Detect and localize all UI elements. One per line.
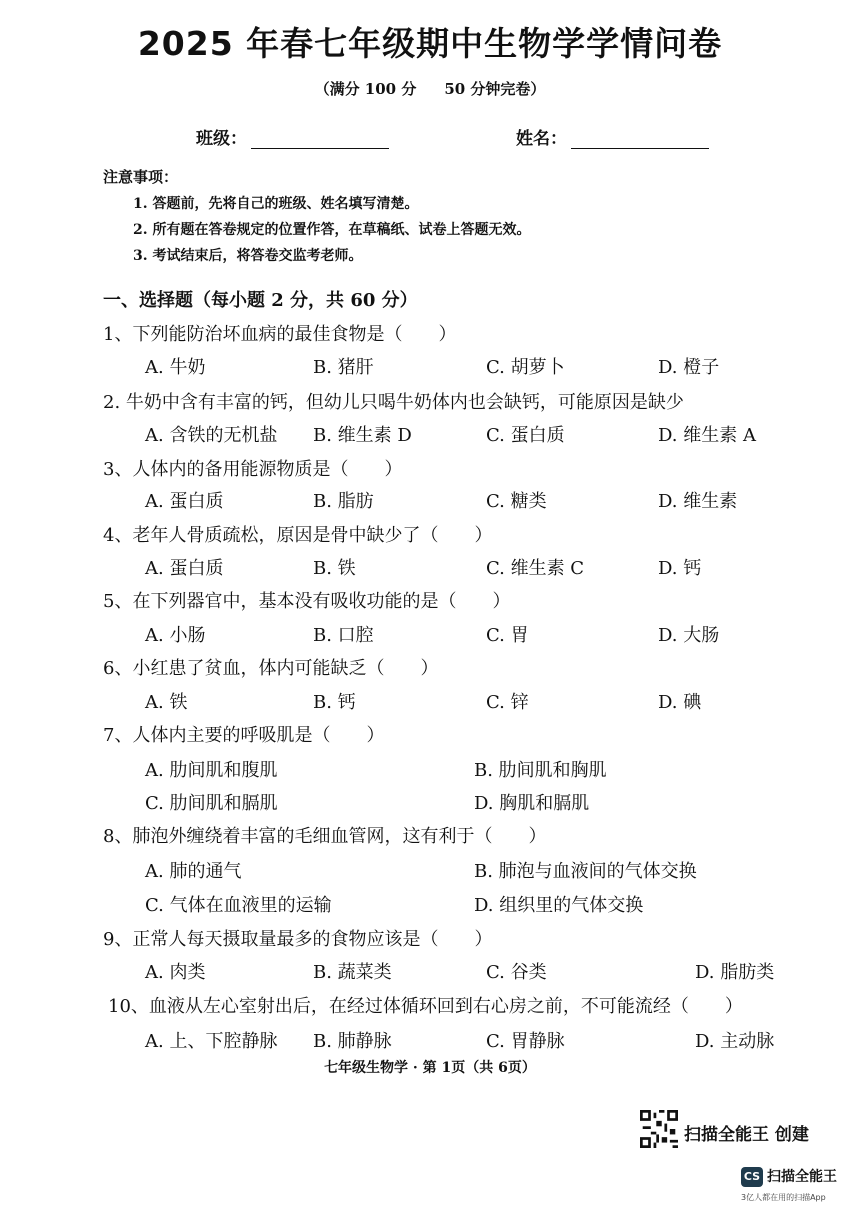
- question-10: 10、血液从左心室射出后，在经过体循环回到右心房之前，不可能流经（ ）: [108, 996, 743, 1017]
- note-item: 2. 所有题在答卷规定的位置作答，在草稿纸、试卷上答题无效。: [133, 222, 531, 238]
- option-b: B. 肺泡与血液间的气体交换: [474, 861, 697, 882]
- option-c: C. 胃: [486, 625, 529, 646]
- question-3: 3、人体内的备用能源物质是（ ）: [103, 459, 403, 480]
- option-a: A. 铁: [145, 692, 188, 713]
- option-c: C. 糖类: [486, 491, 547, 512]
- page-title: 2025 年春七年级期中生物学学情问卷: [137, 24, 723, 63]
- option-d: D. 组织里的气体交换: [474, 895, 644, 916]
- name-field[interactable]: [516, 124, 709, 149]
- option-a: A. 含铁的无机盐: [145, 425, 278, 446]
- option-b: B. 钙: [313, 692, 356, 713]
- page-footer: 七年级生物学 · 第 1页（共 6页）: [324, 1060, 536, 1076]
- camscanner-logo-icon: CS: [741, 1167, 763, 1187]
- option-c: C. 气体在血液里的运输: [145, 895, 332, 916]
- option-c: C. 谷类: [486, 962, 547, 983]
- option-b: B. 猪肝: [313, 357, 374, 378]
- option-d: D. 碘: [658, 692, 702, 713]
- question-5: 5、在下列器官中，基本没有吸收功能的是（ ）: [103, 591, 511, 612]
- name-label: 姓名：: [516, 129, 567, 149]
- time-limit: 50 分钟完卷）: [444, 80, 546, 98]
- option-c: C. 蛋白质: [486, 425, 565, 446]
- class-field[interactable]: [196, 124, 389, 149]
- scanner-credit: 扫描全能王 创建: [684, 1125, 809, 1145]
- option-d: D. 橙子: [658, 357, 720, 378]
- option-d: D. 维生素: [658, 491, 738, 512]
- option-b: B. 蔬菜类: [313, 962, 392, 983]
- option-d: D. 大肠: [658, 625, 720, 646]
- note-item: 1. 答题前，先将自己的班级、姓名填写清楚。: [133, 196, 419, 212]
- option-d: D. 维生素 A: [658, 425, 756, 446]
- full-marks: （满分 100 分: [314, 80, 417, 98]
- option-a: A. 蛋白质: [145, 491, 224, 512]
- option-a: A. 肉类: [145, 962, 206, 983]
- option-c: C. 维生素 C: [486, 558, 585, 579]
- option-a: A. 上、下腔静脉: [145, 1031, 278, 1052]
- class-blank-line[interactable]: [251, 130, 389, 149]
- option-b: B. 脂肪: [313, 491, 374, 512]
- option-d: D. 主动脉: [695, 1031, 775, 1052]
- exam-info: [0, 78, 860, 99]
- question-9: 9、正常人每天摄取量最多的食物应该是（ ）: [103, 929, 493, 950]
- option-d: D. 胸肌和膈肌: [474, 793, 590, 814]
- option-b: B. 维生素 D: [313, 425, 412, 446]
- option-b: B. 肋间肌和胸肌: [474, 760, 607, 781]
- question-6: 6、小红患了贫血，体内可能缺乏（ ）: [103, 658, 439, 679]
- option-a: A. 蛋白质: [145, 558, 224, 579]
- option-a: A. 肋间肌和腹肌: [145, 760, 278, 781]
- name-blank-line[interactable]: [571, 130, 709, 149]
- option-a: A. 牛奶: [145, 357, 206, 378]
- notes-heading: 注意事项：: [103, 168, 179, 186]
- option-a: A. 肺的通气: [145, 861, 242, 882]
- option-c: C. 肋间肌和膈肌: [145, 793, 278, 814]
- option-b: B. 肺静脉: [313, 1031, 392, 1052]
- scanner-tagline: 3亿人都在用的扫描App: [741, 1193, 826, 1202]
- option-b: B. 口腔: [313, 625, 374, 646]
- option-c: C. 胡萝卜: [486, 357, 565, 378]
- option-a: A. 小肠: [145, 625, 206, 646]
- option-d: D. 脂肪类: [695, 962, 775, 983]
- question-1: 1、下列能防治坏血病的最佳食物是（ ）: [103, 324, 457, 345]
- scanner-app-name: 扫描全能王: [767, 1169, 837, 1185]
- note-item: 3. 考试结束后，将答卷交监考老师。: [133, 248, 363, 264]
- question-4: 4、老年人骨质疏松，原因是骨中缺少了（ ）: [103, 525, 493, 546]
- option-c: C. 锌: [486, 692, 529, 713]
- question-7: 7、人体内主要的呼吸肌是（ ）: [103, 725, 385, 746]
- option-b: B. 铁: [313, 558, 356, 579]
- class-label: 班级：: [196, 129, 247, 149]
- option-c: C. 胃静脉: [486, 1031, 565, 1052]
- question-8: 8、肺泡外缠绕着丰富的毛细血管网，这有利于（ ）: [103, 826, 547, 847]
- section-title: 一、选择题（每小题 2 分，共 60 分）: [103, 290, 418, 311]
- question-2: 2. 牛奶中含有丰富的钙，但幼儿只喝牛奶体内也会缺钙，可能原因是缺少: [103, 392, 684, 413]
- qr-code-icon: [640, 1110, 678, 1148]
- option-d: D. 钙: [658, 558, 702, 579]
